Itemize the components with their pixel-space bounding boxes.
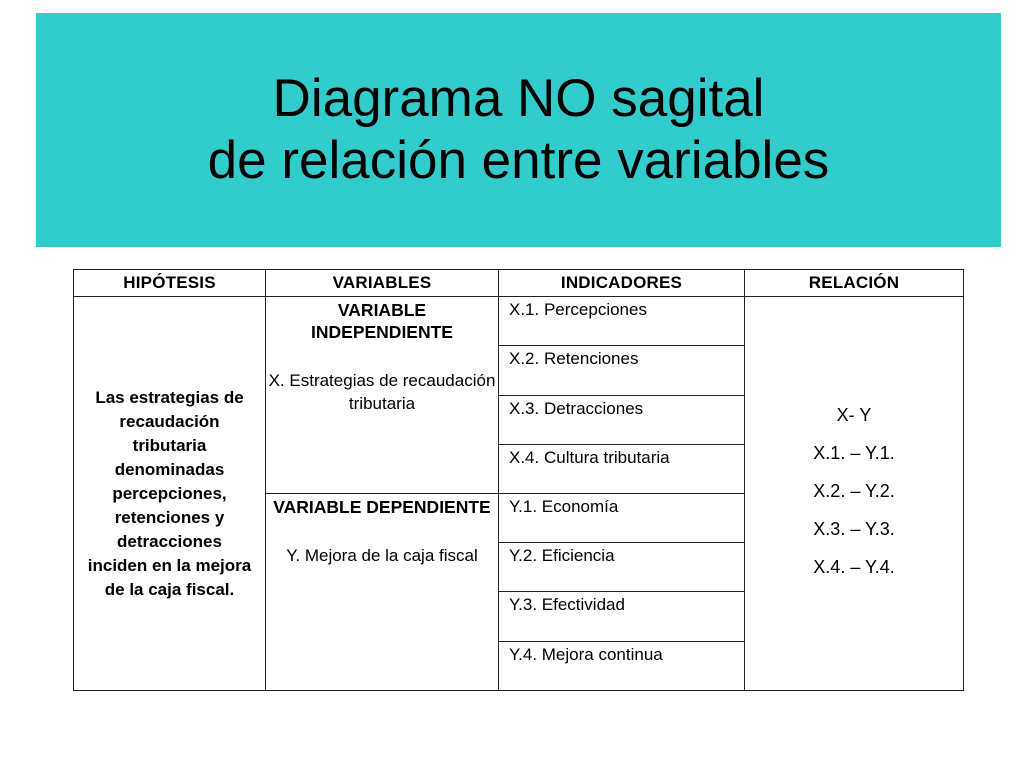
relation-x3-y3: X.3. – Y.3. xyxy=(813,518,895,539)
hypothesis-cell xyxy=(74,297,266,691)
indicator-y1: Y.1. Economía xyxy=(499,494,745,543)
indicator-x1: X.1. Percepciones xyxy=(499,297,745,346)
slide-title-line-2: de relación entre variables xyxy=(207,131,830,190)
dependent-variable-cell xyxy=(266,494,499,691)
relation-xy: X- Y xyxy=(836,404,872,425)
independent-variable-description: X. Estrategias de recaudación tributaria xyxy=(268,371,496,414)
indicator-y3: Y.3. Efectividad xyxy=(499,592,745,641)
indicator-x3: X.3. Detracciones xyxy=(499,395,745,444)
indicator-x2: X.2. Retenciones xyxy=(499,346,745,395)
relation-cell xyxy=(745,297,964,691)
dependent-variable-description: Y. Mejora de la caja fiscal xyxy=(286,546,478,565)
hypothesis-text: Las estrategias de recaudación tributaria denominadas percepciones, retenciones y detracciones inciden en la mejora de la caja fiscal. xyxy=(87,387,252,599)
relation-x2-y2: X.2. – Y.2. xyxy=(813,480,895,501)
header-hipotesis: HIPÓTESIS xyxy=(74,270,266,297)
indicator-y2: Y.2. Eficiencia xyxy=(499,543,745,592)
relation-table xyxy=(73,269,964,691)
table-row xyxy=(74,297,964,346)
relation-x1-y1: X.1. – Y.1. xyxy=(813,442,895,463)
table-header-row xyxy=(74,270,964,297)
header-variables: VARIABLES xyxy=(266,270,499,297)
header-relacion: RELACIÓN xyxy=(745,270,964,297)
indicator-x4: X.4. Cultura tributaria xyxy=(499,444,745,493)
slide-title-line-1: Diagrama NO sagital xyxy=(272,69,765,128)
independent-variable-cell xyxy=(266,297,499,494)
header-indicadores: INDICADORES xyxy=(499,270,745,297)
independent-variable-title: VARIABLE INDEPENDIENTE xyxy=(311,300,453,343)
indicator-y4: Y.4. Mejora continua xyxy=(499,641,745,690)
title-band xyxy=(36,13,1001,247)
dependent-variable-title: VARIABLE DEPENDIENTE xyxy=(273,497,491,517)
relation-x4-y4: X.4. – Y.4. xyxy=(813,556,895,577)
